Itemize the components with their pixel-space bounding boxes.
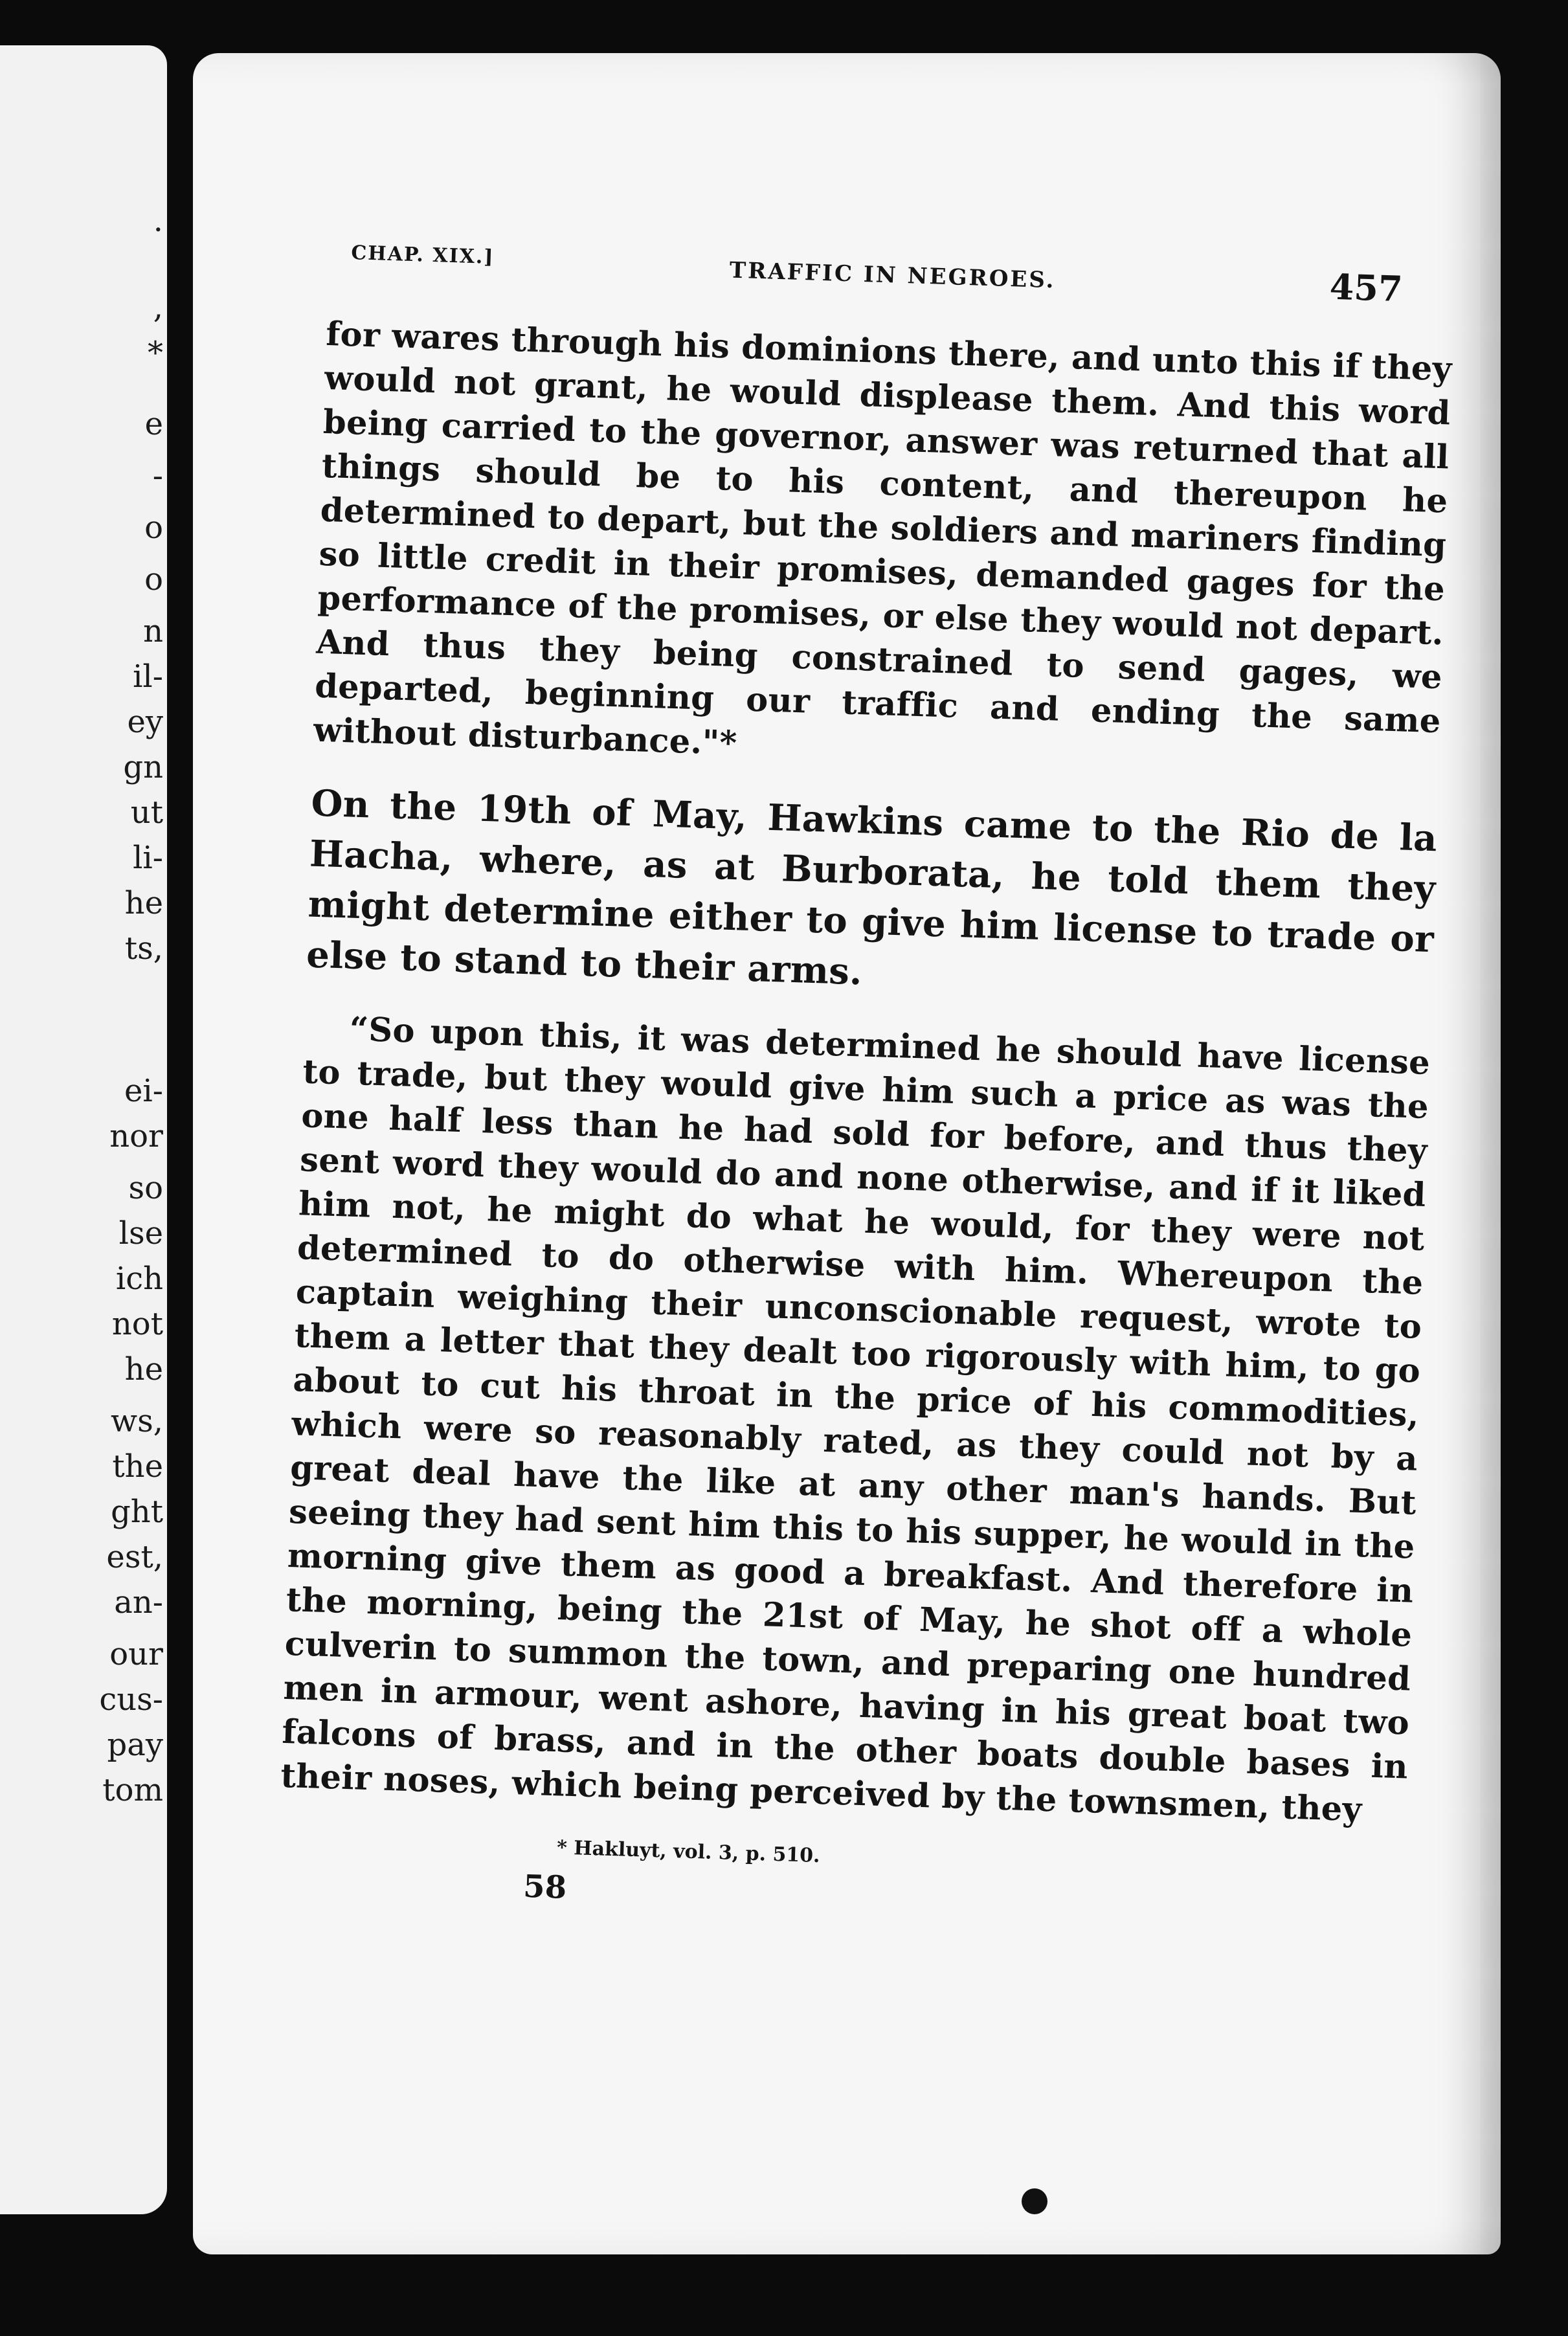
- left-page-fragment: ei-: [124, 1073, 163, 1109]
- left-page-fragment: our: [109, 1636, 163, 1672]
- left-page-fragment: he: [124, 1351, 163, 1387]
- left-page-fragment: ·: [153, 212, 163, 248]
- left-page-fragment: an-: [114, 1584, 163, 1621]
- paragraph-2: On the 19th of May, Hawkins came to the Rio de la Hacha, where, as at Burborata, he told them they might determine either to give him license to trade or else to stand to their arms.: [306, 781, 1438, 994]
- page-content: [277, 241, 1455, 1932]
- left-page-fragment: pay: [107, 1727, 163, 1763]
- ink-blot: [1022, 2188, 1047, 2214]
- left-page-fragment: the: [112, 1448, 163, 1485]
- left-page-fragment: ght: [111, 1494, 163, 1530]
- left-page-fragment: ut: [130, 794, 163, 831]
- footnote: * Hakluyt, vol. 3, p. 510.: [556, 1836, 821, 1868]
- left-page-fragment: lse: [118, 1215, 163, 1252]
- left-page-fragment: not: [111, 1306, 163, 1342]
- left-page-edge: [0, 45, 167, 2214]
- left-page-fragment: ,: [153, 289, 163, 326]
- left-page-fragment: ey: [127, 704, 163, 740]
- left-page-fragment: ws,: [111, 1403, 163, 1439]
- left-page-fragment: tom: [102, 1772, 163, 1808]
- left-page-fragment: est,: [106, 1539, 163, 1575]
- left-page-fragment: cus-: [99, 1681, 163, 1718]
- page-number: 457: [1328, 265, 1404, 310]
- left-page-fragment: n: [143, 613, 163, 649]
- paragraph-1: for wares through his dominions there, and unto this if they would not grant, he would displease them. And this word being carried to the governor, answer was returned that all things should be to his content, and thereupon he determined to depart, but the soldiers and mariners finding so little credit in their promises, demanded gages for the performance of the promises, or else they would not depart. And thus they being constrained to send gages, we departed, beginning our traffic and ending the same without disturbance."*: [313, 314, 1453, 763]
- left-page-fragment: o: [144, 510, 163, 546]
- left-page-fragment: so: [128, 1170, 163, 1206]
- signature-mark: 58: [522, 1868, 567, 1906]
- running-title: TRAFFIC IN NEGROES.: [729, 257, 1057, 294]
- left-page-fragment: nor: [109, 1118, 163, 1154]
- left-page-fragment: e: [144, 406, 163, 442]
- left-page-fragment: o: [144, 561, 163, 598]
- chapter-label: CHAP. XIX.]: [350, 241, 495, 269]
- left-page-fragment: il-: [133, 658, 163, 695]
- left-page-fragment: he: [124, 885, 163, 921]
- left-page-fragment: gn: [123, 749, 163, 785]
- left-page-fragment: li-: [133, 840, 163, 876]
- paragraph-3: “So upon this, it was determined he should have license to trade, but they would give him such a price as was the one half less than he had sold for before, and thus they sent word they would do and none otherwise, and if it liked him not, he might do what he would, for they were not determined to do otherwise with him. Whereupon the captain weighing their unconscionable request, wrote to them a letter that they dealt too rigorously with him, to go about to cut his throat in the price of his commodities, which were so reasonably rated, as they could not by a great deal have the like at any other man's hands. But seeing they had sent him this to his supper, he would in the morning give them as good a breakfast. And therefore in the morning, being the 21st of May, he shot off a whole culverin to summon the town, and preparing one hundred men in armour, went ashore, having in his great boat two falcons of brass, and in the other boats double bases in their noses, which being perceived by the townsmen, they: [280, 1009, 1431, 1830]
- left-page-fragment: ich: [115, 1261, 163, 1297]
- left-page-fragment: *: [148, 335, 163, 371]
- left-page-fragment: ts,: [124, 930, 163, 967]
- left-page-fragment: -: [152, 458, 163, 494]
- right-page: [193, 53, 1501, 2254]
